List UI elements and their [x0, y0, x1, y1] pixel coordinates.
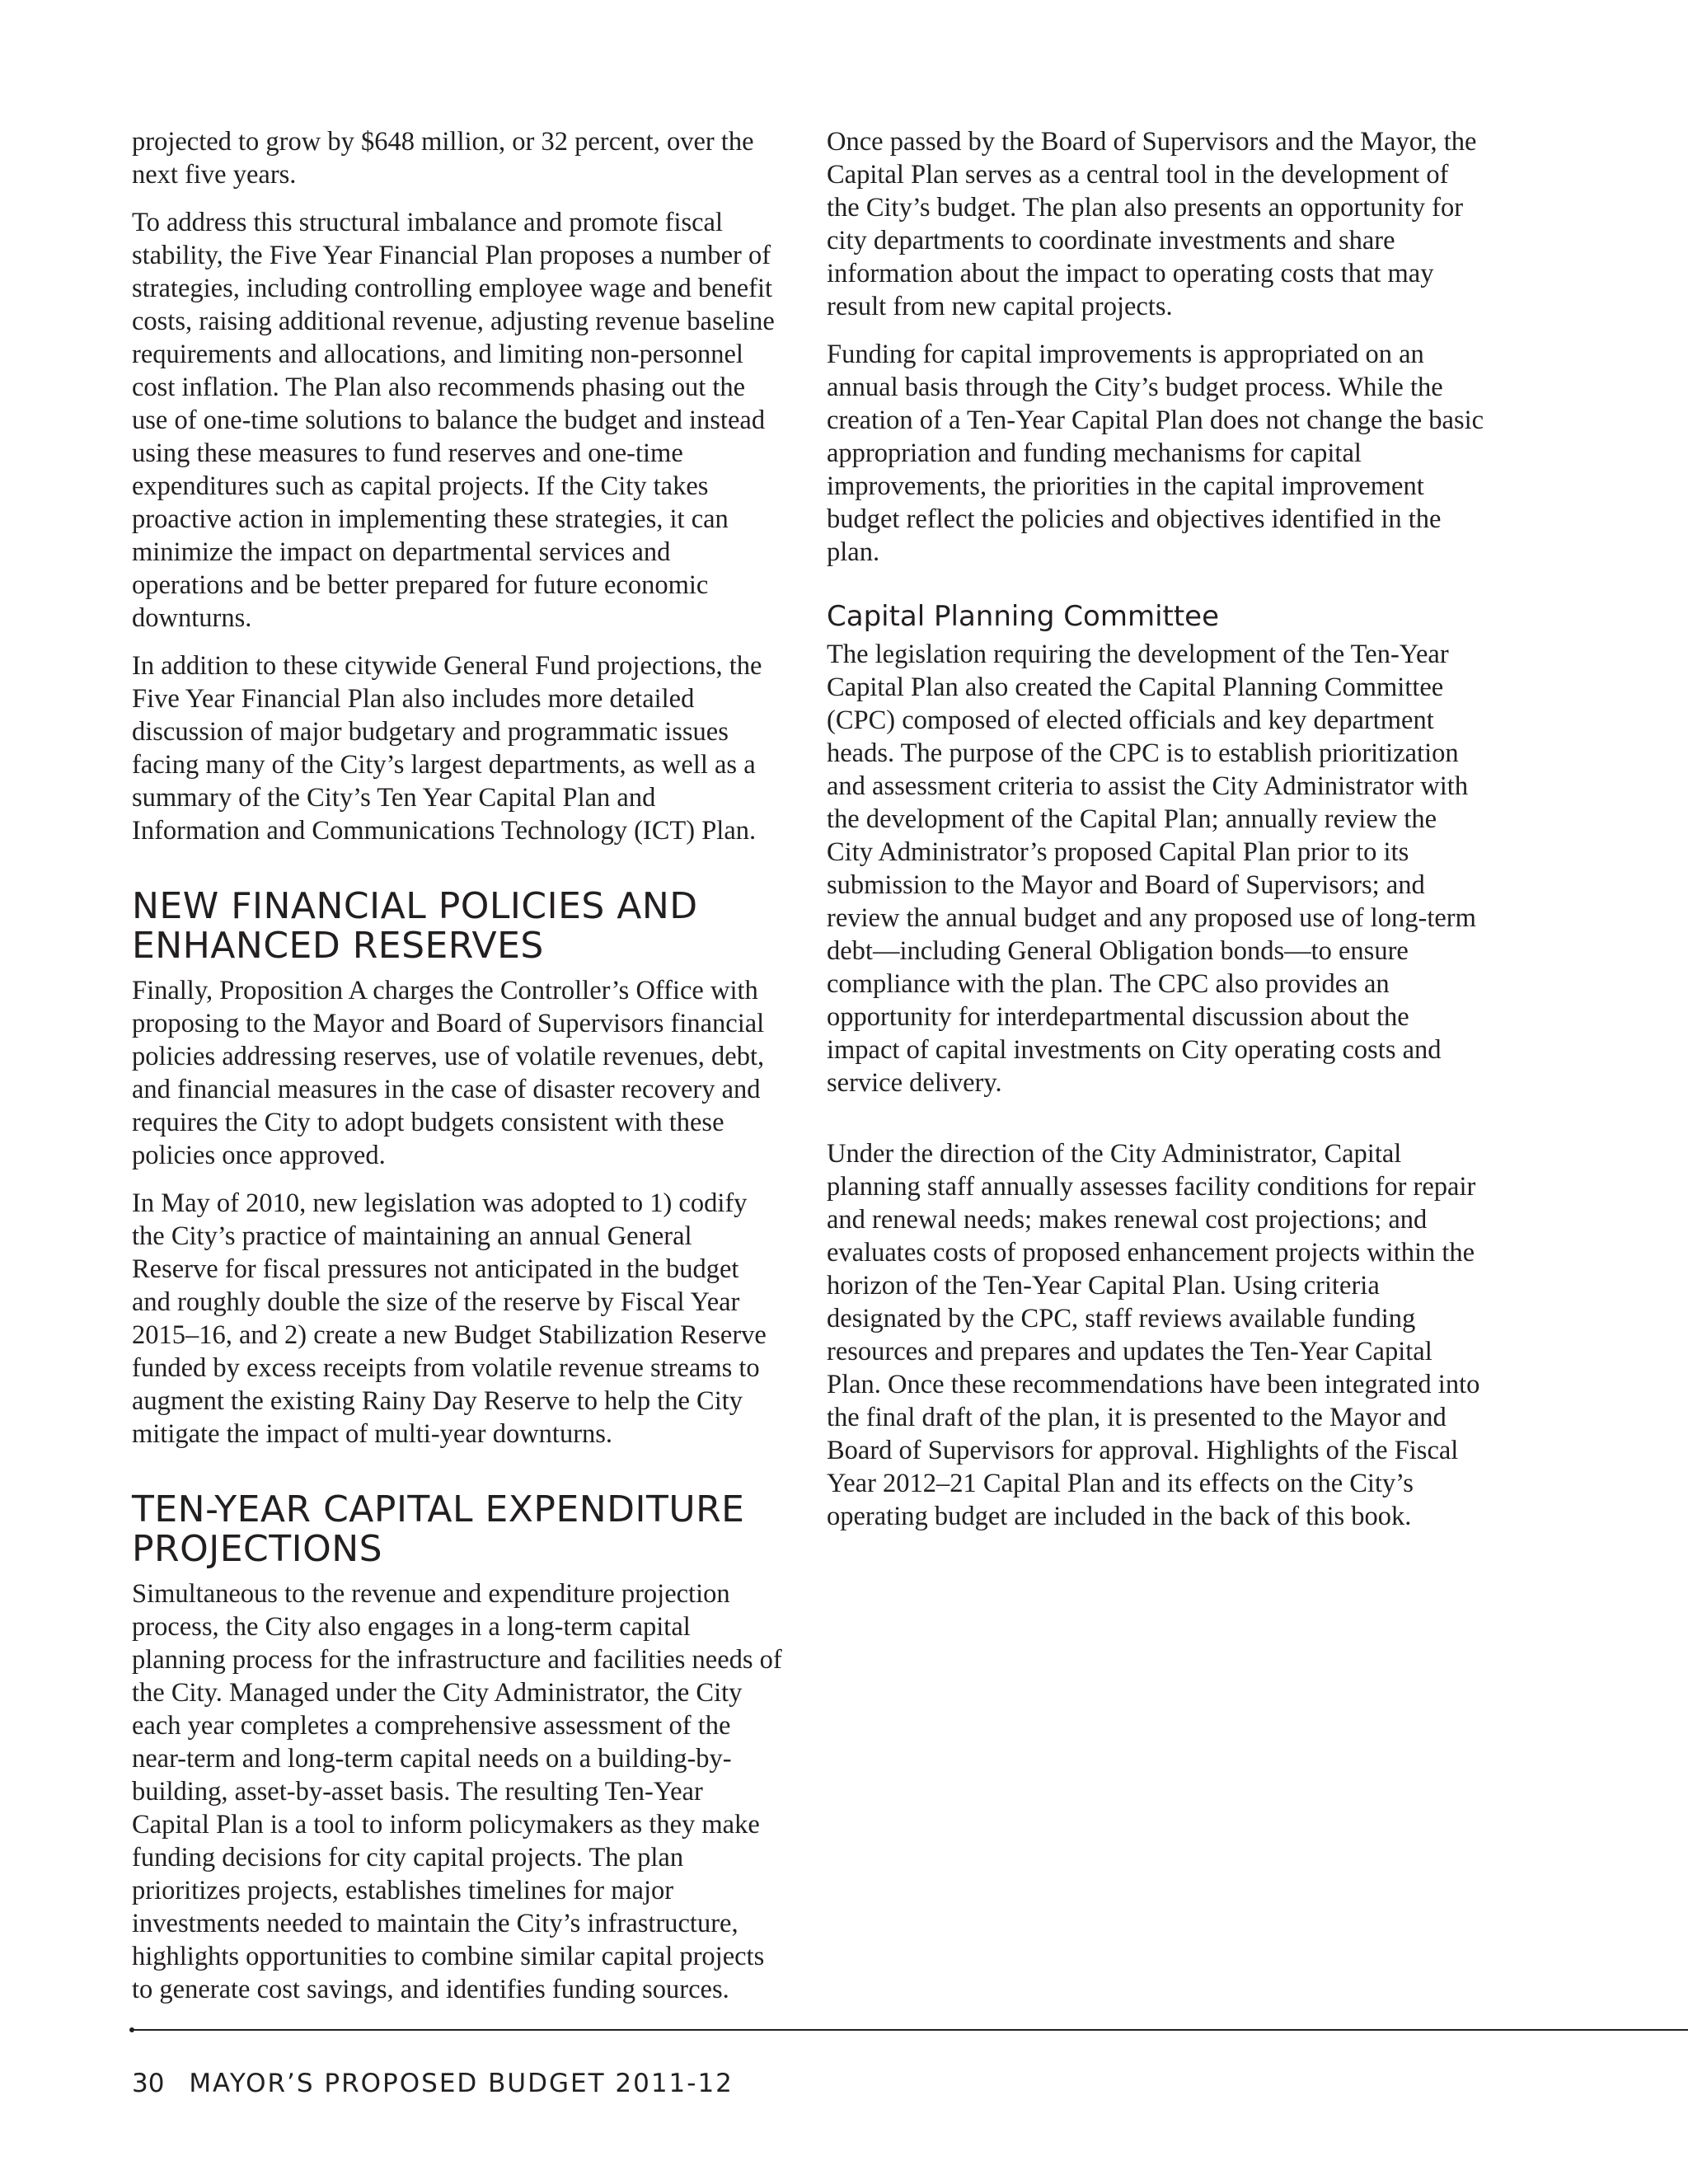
section-heading-capital-projections: TEN-YEAR CAPITAL EXPENDITURE PROJECTIONS: [132, 1488, 745, 1570]
paragraph: Finally, Proposition A charges the Controller’s Office with proposing to the Mayor and Board of Supervisors financial policies addressing reserves, use of volatile revenues, debt, and financial measures in the case of disaster recovery and requires the City to adopt budgets consistent with these policies once approved.: [132, 976, 765, 1170]
page-footer: [132, 2067, 734, 2100]
section-heading-financial-policies: NEW FINANCIAL POLICIES AND ENHANCED RESERVES: [132, 885, 698, 967]
paragraph: The legislation requiring the development of the Ten-Year Capital Plan also created the Capital Planning Committee (CPC) composed of elected officials and key department heads. The purpose of the CPC is to establish prioritization and assessment criteria to assist the City Administrator with the development of the Capital Plan; annually review the City Administrator’s proposed Capital Plan prior to its submission to the Mayor and Board of Supervisors; and review the annual budget and any proposed use of long-term debt—including General Obligation bonds—to ensure compliance with the plan. The CPC also provides an opportunity for interdepartmental discussion about the impact of capital investments on City operating costs and service delivery.: [827, 640, 1476, 1098]
paragraph: Once passed by the Board of Supervisors and the Mayor, the Capital Plan serves as a central tool in the development of the City’s budget. The plan also presents an opportunity for city departments to coordinate investments and share information about the impact to operating costs that may result from new capital projects.: [827, 127, 1477, 321]
footer-rule: [132, 2029, 1688, 2031]
paragraph: In addition to these citywide General Fund projections, the Five Year Financial Plan also includes more detailed discussion of major budgetary and programmatic issues facing many of the City’s largest departments, as well as a summary of the City’s Ten Year Capital Plan and Information and Communications Technology (ICT) Plan.: [132, 651, 762, 846]
right-column: [827, 125, 1486, 1548]
page-number: 30: [132, 2069, 165, 2098]
paragraph: In May of 2010, new legislation was adopted to 1) codify the City’s practice of maintaining an annual General Reserve for fiscal pressures not anticipated in the budget and roughly double the size of the reserve by Fiscal Year 2015–16, and 2) create a new Budget Stabilization Reserve funded by excess receipts from volatile revenue streams to augment the existing Rainy Day Reserve to help the City mitigate the impact of multi-year downturns.: [132, 1188, 767, 1449]
paragraph: projected to grow by $648 million, or 32 percent, over the next five years.: [132, 127, 754, 190]
left-column: [132, 125, 783, 2021]
paragraph: To address this structural imbalance and promote fiscal stability, the Five Year Financial Plan proposes a number of strategies, including controlling employee wage and benefit costs, raising additional revenue, adjusting revenue baseline requirements and allocations, and limiting non-personnel cost inflation. The Plan also recommends phasing out the use of one-time solutions to balance the budget and instead using these measures to fund reserves and one-time expenditures such as capital projects. If the City takes proactive action in implementing these strategies, it can minimize the impact on departmental services and operations and be better prepared for future economic downturns.: [132, 208, 775, 633]
paragraph: Simultaneous to the revenue and expenditure projection process, the City also engages in a long-term capital planning process for the infrastructure and facilities needs of the City. Managed under the City Administrator, the City each year completes a comprehensive assessment of the near-term and long-term capital needs on a building-by-building, asset-by-asset basis. The resulting Ten-Year Capital Plan is a tool to inform policymakers as they make funding decisions for city capital projects. The plan prioritizes projects, establishes timelines for major investments needed to maintain the City’s infrastructure, highlights opportunities to combine similar capital projects to generate cost savings, and identifies funding sources.: [132, 1579, 782, 2004]
paragraph: Under the direction of the City Administrator, Capital planning staff annually assesses facility conditions for repair and renewal needs; makes renewal cost projections; and evaluates costs of proposed enhancement projects within the horizon of the Ten-Year Capital Plan. Using criteria designated by the CPC, staff reviews available funding resources and prepares and updates the Ten-Year Capital Plan. Once these recommendations have been integrated into the final draft of the plan, it is presented to the Mayor and Board of Supervisors for approval. Highlights of the Fiscal Year 2012–21 Capital Plan and its effects on the City’s operating budget are included in the back of this book.: [827, 1139, 1480, 1531]
paragraph: Funding for capital improvements is appropriated on an annual basis through the City’s budget process. While the creation of a Ten-Year Capital Plan does not change the basic appropriation and funding mechanisms for capital improvements, the priorities in the capital improvement budget reflect the policies and objectives identified in the plan.: [827, 340, 1484, 567]
running-title: MAYOR’S PROPOSED BUDGET 2011-12: [189, 2069, 734, 2098]
subsection-heading-cpc: Capital Planning Committee: [827, 600, 1220, 633]
